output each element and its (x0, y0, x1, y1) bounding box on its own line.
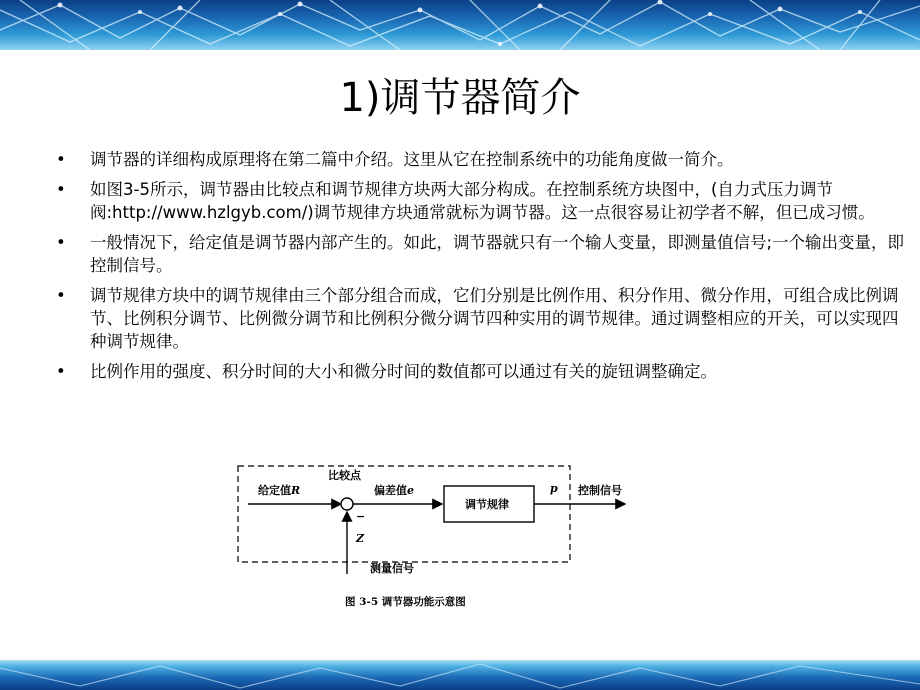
bottom-pattern-graphic (0, 660, 920, 690)
measurement-symbol: Z (356, 532, 365, 545)
minus-sign: − (356, 510, 366, 523)
control-signal-label: 控制信号 (578, 484, 622, 497)
output-symbol: p (550, 482, 558, 495)
control-law-label: 调节规律 (465, 498, 509, 511)
slide-title: 1)调节器简介 (339, 75, 581, 121)
bullet-item (50, 360, 910, 383)
bullet-item (50, 284, 910, 353)
bullet-text: 调节规律方块中的调节规律由三个部分组合而成，它们分别是比例作用、积分作用、微分作用，可组合成比例调节、比例积分调节、比例微分调节和比例积分微分调节四种实用的调节规律。通过调整相应的开关，可以实现四种调节规律。 (90, 286, 899, 351)
controller-block-diagram (230, 462, 630, 622)
setpoint-text: 给定值 (258, 484, 291, 497)
error-text: 偏差值 (374, 484, 407, 497)
bullet-item (50, 178, 910, 224)
bullet-marker: • (56, 362, 66, 381)
bottom-decorative-banner (0, 660, 920, 690)
bullet-text: 比例作用的强度、积分时间的大小和微分时间的数值都可以通过有关的旋钮调整确定。 (90, 362, 717, 381)
bullet-item (50, 231, 910, 277)
bullet-item (50, 148, 910, 171)
error-symbol: e (407, 484, 414, 497)
bullet-marker: • (56, 233, 66, 252)
top-decorative-banner (0, 0, 920, 50)
comparison-point-label: 比较点 (328, 469, 361, 482)
network-pattern-graphic (0, 0, 920, 50)
measurement-signal-label: 测量信号 (370, 562, 414, 575)
bullet-text: 一般情况下，给定值是调节器内部产生的。如此，调节器就只有一个输人变量，即测量值信号;一个输出变量，即控制信号。 (90, 233, 905, 275)
bullet-text: 如图3-5所示，调节器由比较点和调节规律方块两大部分构成。在控制系统方块图中，(自力式压力调节阀:http://www.hzlgyb.com/)调节规律方块通常就标为调节器。这一点很容易让初学者不解，但已成习惯。 (90, 180, 875, 222)
bullet-marker: • (56, 180, 66, 199)
comparison-point-circle (341, 498, 353, 510)
setpoint-symbol: R (291, 484, 301, 497)
setpoint-label (258, 482, 300, 498)
error-label (374, 482, 414, 498)
bullet-text: 调节器的详细构成原理将在第二篇中介绍。这里从它在控制系统中的功能角度做一简介。 (90, 150, 734, 169)
bullet-list (50, 148, 910, 390)
bullet-marker: • (56, 150, 66, 169)
bullet-marker: • (56, 286, 66, 305)
figure-caption: 图 3-5 调节器功能示意图 (345, 596, 466, 608)
